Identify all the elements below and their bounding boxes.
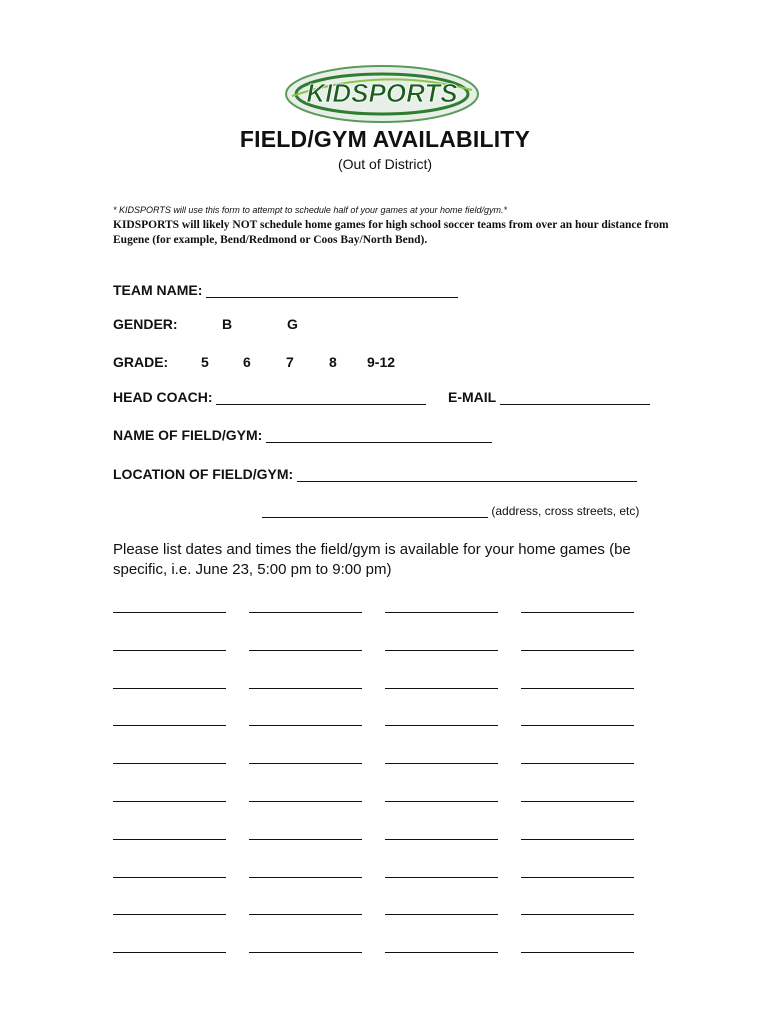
availability-entry-line[interactable] — [385, 612, 498, 613]
availability-entry-line[interactable] — [385, 839, 498, 840]
availability-instructions: Please list dates and times the field/gym is available for your home games (be specific, i.e. June 23, 5:00 pm to 9:00 pm) — [113, 541, 631, 578]
address-field[interactable] — [262, 505, 488, 518]
field-name-row — [113, 427, 492, 443]
availability-entry-line[interactable] — [113, 725, 226, 726]
availability-entry-line[interactable] — [385, 877, 498, 878]
distance-warning: KIDSPORTS will likely NOT schedule home games for high school soccer teams from over an hour distance from Eugene (for example, Bend/Redmond or Coos Bay/North Bend). — [113, 219, 669, 246]
availability-entry-line[interactable] — [521, 839, 634, 840]
team-name-row — [113, 282, 458, 298]
availability-entry-line[interactable] — [249, 877, 362, 878]
availability-entry-line[interactable] — [113, 914, 226, 915]
gender-label: GENDER: — [113, 316, 178, 332]
availability-entry-line[interactable] — [113, 612, 226, 613]
availability-entry-line[interactable] — [249, 763, 362, 764]
availability-entry-line[interactable] — [113, 839, 226, 840]
field-name-label: NAME OF FIELD/GYM: — [113, 427, 263, 443]
availability-entry-line[interactable] — [385, 801, 498, 802]
field-name-field[interactable] — [266, 428, 492, 443]
availability-entry-line[interactable] — [521, 725, 634, 726]
svg-text:KIDSPORTS: KIDSPORTS — [306, 78, 458, 108]
availability-entry-line[interactable] — [249, 612, 362, 613]
availability-entry-line[interactable] — [113, 877, 226, 878]
availability-entry-line[interactable] — [521, 650, 634, 651]
email-label: E-MAIL — [448, 389, 496, 405]
availability-entry-line[interactable] — [385, 914, 498, 915]
kidsports-logo — [282, 62, 482, 126]
availability-entry-line[interactable] — [249, 801, 362, 802]
availability-entry-line[interactable] — [249, 952, 362, 953]
availability-entry-line[interactable] — [113, 952, 226, 953]
availability-entry-line[interactable] — [521, 914, 634, 915]
availability-entry-line[interactable] — [521, 612, 634, 613]
availability-entry-line[interactable] — [113, 688, 226, 689]
availability-entry-line[interactable] — [521, 688, 634, 689]
availability-entry-line[interactable] — [385, 650, 498, 651]
gender-option-b[interactable]: B — [222, 316, 233, 332]
availability-entry-line[interactable] — [113, 763, 226, 764]
availability-entry-line[interactable] — [521, 877, 634, 878]
grade-label: GRADE: — [113, 354, 169, 370]
field-location-field[interactable] — [297, 467, 637, 482]
email-field[interactable] — [500, 390, 650, 405]
email-row — [448, 389, 650, 405]
availability-entry-line[interactable] — [521, 952, 634, 953]
field-location-label: LOCATION OF FIELD/GYM: — [113, 466, 294, 482]
scheduling-note: * KIDSPORTS will use this form to attempt to schedule half of your games at your home field/gym.* — [113, 205, 508, 215]
gender-option-g[interactable]: G — [287, 316, 298, 332]
address-row — [262, 504, 639, 518]
grade-option-7[interactable]: 7 — [286, 354, 294, 370]
availability-entry-line[interactable] — [249, 839, 362, 840]
grade-option-6[interactable]: 6 — [243, 354, 251, 370]
address-hint: (address, cross streets, etc) — [491, 504, 640, 518]
team-name-label: TEAM NAME: — [113, 282, 203, 298]
availability-entry-line[interactable] — [113, 650, 226, 651]
availability-entry-line[interactable] — [249, 725, 362, 726]
availability-entry-line[interactable] — [385, 725, 498, 726]
grade-option-9-12[interactable]: 9-12 — [367, 354, 396, 370]
page-title: FIELD/GYM AVAILABILITY — [239, 126, 531, 152]
head-coach-row — [113, 389, 426, 405]
head-coach-label: HEAD COACH: — [113, 389, 213, 405]
team-name-field[interactable] — [206, 283, 458, 298]
availability-entry-line[interactable] — [113, 801, 226, 802]
availability-entry-line[interactable] — [249, 914, 362, 915]
availability-entry-line[interactable] — [521, 763, 634, 764]
head-coach-field[interactable] — [216, 390, 426, 405]
grade-option-5[interactable]: 5 — [201, 354, 209, 370]
page-subtitle: (Out of District) — [337, 156, 433, 172]
availability-entry-line[interactable] — [385, 688, 498, 689]
availability-entry-line[interactable] — [249, 688, 362, 689]
availability-entry-line[interactable] — [521, 801, 634, 802]
availability-entry-line[interactable] — [385, 952, 498, 953]
grade-option-8[interactable]: 8 — [329, 354, 337, 370]
field-location-row — [113, 466, 637, 482]
availability-entry-line[interactable] — [249, 650, 362, 651]
availability-entry-line[interactable] — [385, 763, 498, 764]
